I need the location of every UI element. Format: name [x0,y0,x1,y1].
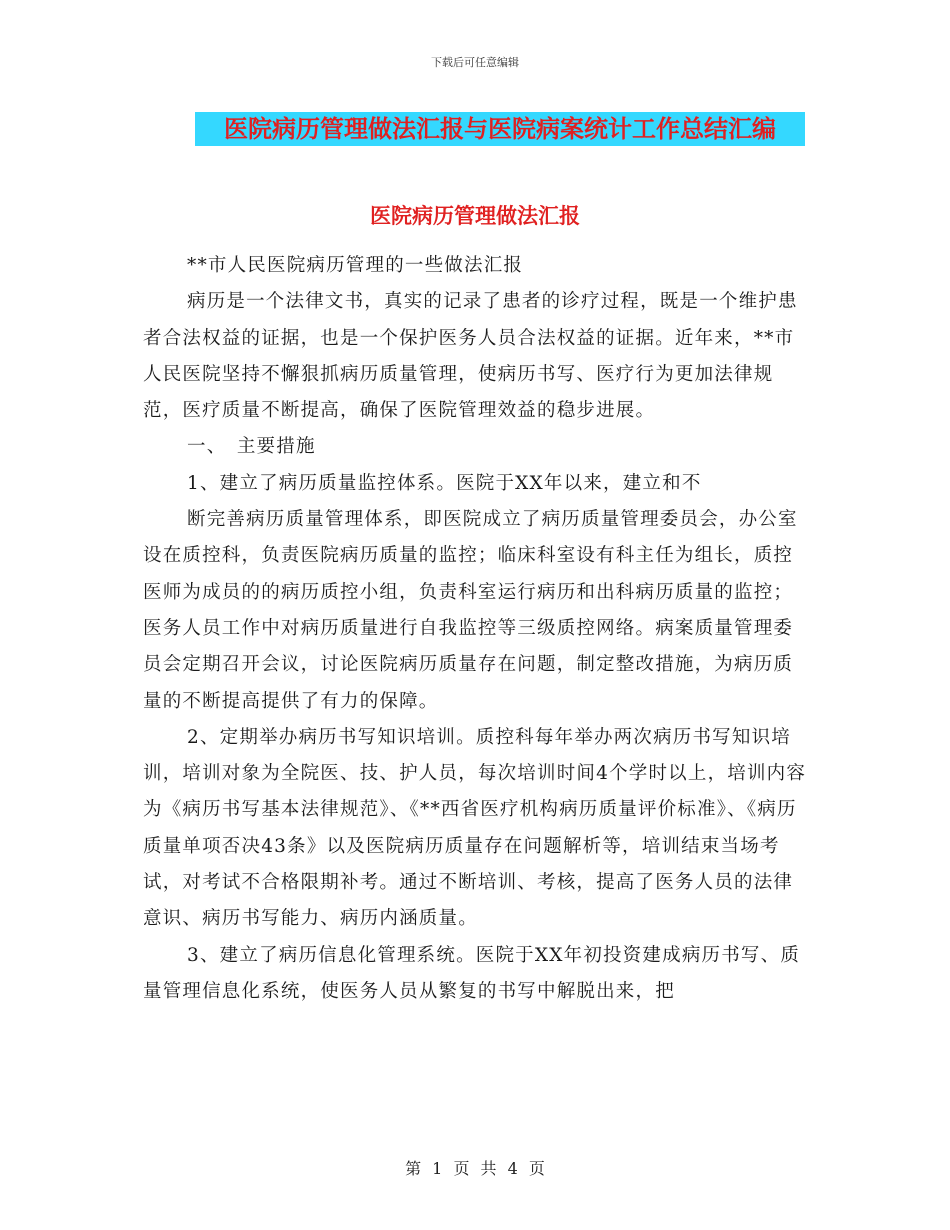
header-note: 下载后可任意编辑 [431,56,519,69]
paragraph-item-1-start: 1、建立了病历质量监控体系。医院于XX年以来，建立和不 [187,472,702,494]
document-body [143,248,808,1010]
paragraph-intro: 病历是一个法律文书，真实的记录了患者的诊疗过程，既是一个维护患者合法权益的证据，也是一个保护医务人员合法权益的证据。近年来，**市人民医院坚持不懈狠抓病历质量管理，使病历书写、医疗行为更加法律规范，医疗质量不断提高，确保了医院管理效益的稳步进展。 [143,291,798,422]
main-title: 医院病历管理做法汇报与医院病案统计工作总结汇编 [224,114,776,143]
paragraph-measures-heading: 一、 主要措施 [187,436,316,458]
main-title-highlight [195,112,805,146]
paragraph-item-1-body: 断完善病历质量管理体系，即医院成立了病历质量管理委员会，办公室设在质控科，负责医院病历质量的监控；临床科室设有科主任为组长，质控医师为成员的的病历质控小组，负责科室运行病历和出科病历质量的监控；医务人员工作中对病历质量进行自我监控等三级质控网络。病案质量管理委员会定期召开会议，讨论医院病历质量存在问题，制定整改措施，为病历质量的不断提高提供了有力的保障。 [143,509,798,712]
paragraph-item-3: 3、建立了病历信息化管理系统。医院于XX年初投资建成病历书写、质量管理信息化系统，使医务人员从繁复的书写中解脱出来，把 [143,944,801,1002]
paragraph-intro-heading: **市人民医院病历管理的一些做法汇报 [187,255,524,276]
page-footer: 第 1 页 共 4 页 [405,1159,545,1178]
section-title: 医院病历管理做法汇报 [370,203,580,228]
paragraph-item-2: 2、定期举办病历书写知识培训。质控科每年举办两次病历书写知识培训，培训对象为全院医、技、护人员，每次培训时间4个学时以上，培训内容为《病历书写基本法律规范》、《**西省医疗机构病历质量评价标准》、《病历质量单项否决43条》以及医院病历质量存在问题解析等，培训结束当场考试，对考试不合格限期补考。通过不断培训、考核，提高了医务人员的法律意识、病历书写能力、病历内涵质量。 [143,726,807,930]
